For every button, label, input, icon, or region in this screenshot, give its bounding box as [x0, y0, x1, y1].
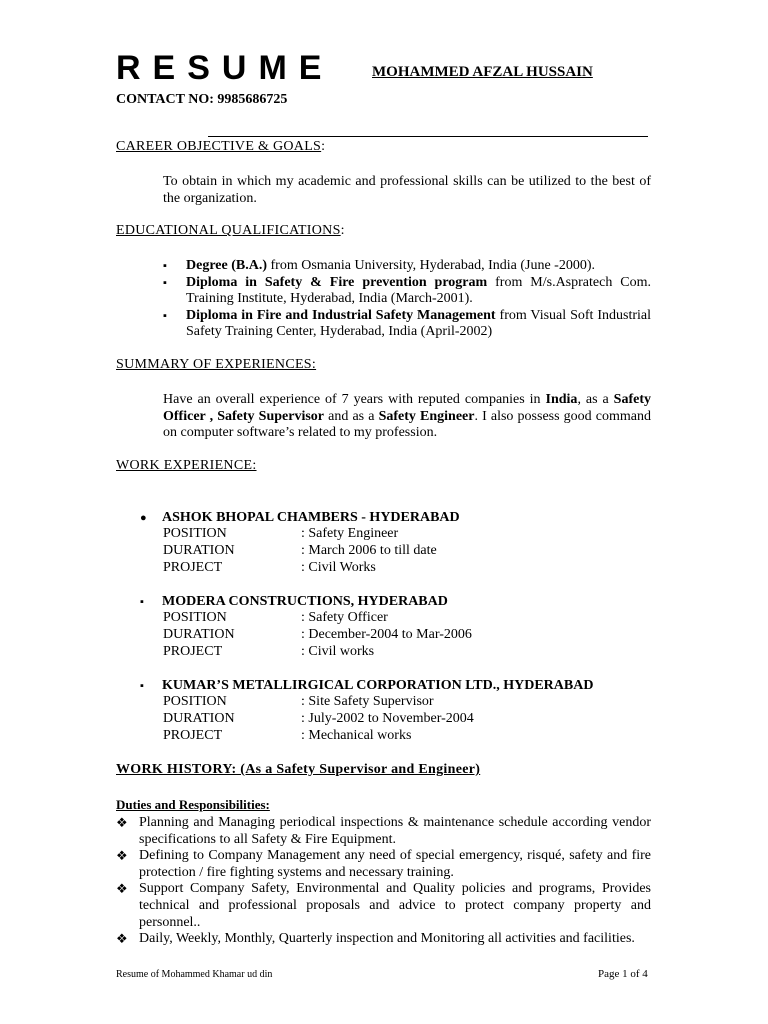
list-item: ▪ Diploma in Fire and Industrial Safety Management from Visual Soft Industrial Safety Training Center, Hyderabad, India (April-2002) — [163, 307, 651, 339]
contact-number: CONTACT NO: 9985686725 — [116, 92, 288, 107]
company-kumars: ▪ KUMAR’S METALLIRGICAL CORPORATION LTD., HYDERABAD — [140, 678, 594, 693]
work-heading: WORK EXPERIENCE: — [116, 458, 257, 473]
resume-title: RESUME — [116, 49, 334, 87]
candidate-name: MOHAMMED AFZAL HUSSAIN — [372, 64, 593, 80]
history-heading: WORK HISTORY: (As a Safety Supervisor and Engineer) — [116, 762, 481, 777]
summary-heading: SUMMARY OF EXPERIENCES: — [116, 357, 317, 372]
education-list — [163, 258, 651, 341]
square-bullet-icon: ▪ — [163, 260, 167, 272]
career-heading: CAREER OBJECTIVE & GOALS: — [116, 139, 326, 154]
diamond-bullet-icon: ❖ — [116, 931, 128, 947]
job-details-2: POSITION : Safety Officer DURATION : December-2004 to Mar-2006 PROJECT : Civil works — [163, 610, 472, 659]
education-heading: EDUCATIONAL QUALIFICATIONS: — [116, 223, 345, 238]
header-divider — [208, 136, 648, 137]
square-bullet-icon: ▪ — [140, 680, 144, 692]
duties-list — [116, 815, 651, 948]
career-text: To obtain in which my academic and professional skills can be utilized to the best of the organization. — [163, 174, 651, 206]
diamond-bullet-icon: ❖ — [116, 881, 128, 897]
list-item: ❖ Planning and Managing periodical inspections & maintenance schedule according vendor specifications to all Safety & Fire Equipment. — [116, 815, 651, 847]
list-item: ▪ Degree (B.A.) from Osmania University, Hyderabad, India (June -2000). — [163, 258, 596, 273]
list-item: ❖ Daily, Weekly, Monthly, Quarterly inspection and Monitoring all activities and facilities. — [116, 931, 635, 947]
list-item: ❖ Defining to Company Management any need of special emergency, risqué, safety and fire protection / fire fighting systems and necessary training. — [116, 848, 651, 880]
diamond-bullet-icon: ❖ — [116, 815, 128, 830]
square-bullet-icon: ▪ — [163, 276, 167, 289]
job-details-1: POSITION : Safety Engineer DURATION : March 2006 to till date PROJECT : Civil Works — [163, 526, 437, 575]
list-item: ❖ Support Company Safety, Environmental and Quality policies and programs, Provides technical and professional proposals and advice to protect company property and personnel.. — [116, 881, 651, 930]
square-bullet-icon: ▪ — [140, 596, 144, 608]
round-bullet-icon: ● — [140, 512, 147, 524]
company-modera: ▪ MODERA CONSTRUCTIONS, HYDERABAD — [140, 594, 448, 609]
summary-text: Have an overall experience of 7 years with reputed companies in India, as a Safety Officer , Safety Supervisor and as a Safety Engineer. I also possess good command on computer software’s related to my profession. — [163, 392, 652, 440]
footer-left: Resume of Mohammed Khamar ud din — [116, 969, 273, 980]
company-ashok: ● ASHOK BHOPAL CHAMBERS - HYDERABAD — [140, 510, 460, 525]
duties-heading: Duties and Responsibilities: — [116, 797, 270, 812]
diamond-bullet-icon: ❖ — [116, 848, 128, 864]
page-number: Page 1 of 4 — [598, 968, 648, 980]
list-item: ▪ Diploma in Safety & Fire prevention program from M/s.Aspratech Com. Training Institute, Hyderabad, India (March-2001). — [163, 274, 651, 306]
square-bullet-icon: ▪ — [163, 309, 167, 322]
job-details-3: POSITION : Site Safety Supervisor DURATION : July-2002 to November-2004 PROJECT : Mechanical works — [163, 694, 474, 743]
